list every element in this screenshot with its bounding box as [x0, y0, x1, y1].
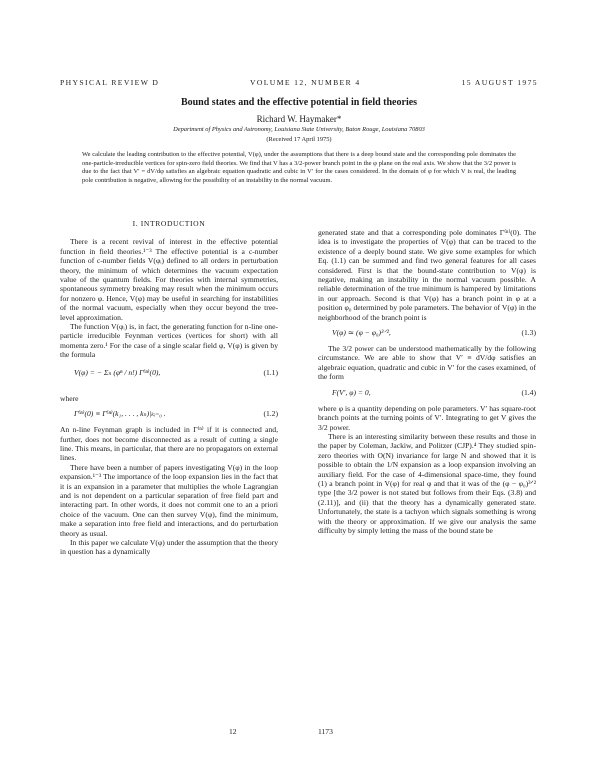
author-name: Richard W. Haymaker* [256, 114, 342, 124]
equation [60, 364, 278, 390]
paragraph: The function V(φᵢ) is, in fact, the generating function for n-line one-particle irreducible Feynman vertices (vertices for short) with all momenta zero.¹ For the case of a single scalar field φ, V(φ) is given by the formula [60, 322, 278, 360]
article-title: Bound states and the effective potential in field theories [180, 97, 418, 108]
equation-number: (1.2) [263, 409, 278, 419]
paragraph: where φ is a quantity depending on pole parameters. V′ has square-root branch points at the turning points of V′. Integrating to get V gives the 3/2 power. [318, 403, 536, 432]
equation-number: (1.3) [521, 328, 536, 338]
left-column [60, 219, 278, 557]
equation-number: (1.1) [263, 367, 278, 377]
paragraph: There have been a number of papers investigating V(φ) in the loop expansion.¹⁻³ The importance of the loop expansion lies in the fact that it is an expansion in a parameter that multiplies the whole Lagrangian and is not dependent on a particular separation of free field part and interacting part. In other words, it does not commit one to an a priori choice of the vacuum. One can then survey V(φ), find the minimum, make a separation into free field and interactions, and do perturbation theory as usual. [60, 462, 278, 538]
paragraph: In this paper we calculate V(φ) under the assumption that the theory in question has a dynamically [60, 537, 278, 557]
journal-name: PHYSICAL REVIEW D [60, 78, 160, 87]
abstract: We calculate the leading contribution to the effective potential, V(φ), under the assumptions that there is a deep bound state and the corresponding pole dominates the one-particle-irreducible vertices for spin-zero field theories. We find that V has a 3/2-power branch point in the φ plane on the real axis. We show that the 3/2 power is due to the fact that V′ = dV/dφ satisfies an algebraic equation quadratic and cubic in V′ for the cases considered. In the domain of φ for which V is real, the leading pole contribution is negative, allowing for the possibility of an instability in the normal vacuum. [82, 151, 516, 184]
page-folio-left: 12 [229, 727, 237, 736]
section-heading: I. INTRODUCTION [132, 219, 206, 228]
right-column [318, 228, 536, 535]
paragraph: generated state and that a corresponding pole dominates Γ⁽ⁿ⁾(0). The idea is to investigate the properties of V(φ) that can be traced to the existence of a deeply bound state. We give some examples for which Eq. (1.1) can be summed and find two general features for all cases considered. First is that the bound-state contribution to V(φ) is negative, making an instability in the normal vacuum possible. A reliable determination of the true minimum is hampered by limitations in our approach. Second is that V(φ) has a branch point in φ at a position φ₀ determined by pole parameters. The behavior of V(φ) in the neighborhood of the branch point is [318, 228, 536, 322]
equation [318, 326, 536, 340]
issue-date: 15 AUGUST 1975 [461, 78, 538, 87]
paragraph: where [60, 393, 79, 403]
volume-number: VOLUME 12, NUMBER 4 [250, 78, 361, 87]
paragraph: The 3/2 power can be understood mathematically by the following circumstance. We are able to show that V′ ≡ dV/dφ satisfies an algebraic equation, quadratic and cubic in V′ for the cases examined, of the form [318, 344, 536, 382]
equation [318, 386, 536, 400]
equation-body: Γ⁽ⁿ⁾(0) ≡ Γ⁽ⁿ⁾(k₁, . . . , kₙ)|ₖᵢ₌₀ . [74, 409, 166, 419]
equation-number: (1.4) [521, 387, 536, 397]
equation-body: V(φ) ≃ (φ − φ₀)³ᐟ², [332, 328, 391, 338]
equation [60, 407, 278, 421]
equation-body: V(φ) = − Σₙ (φⁿ / n!) Γ⁽ⁿ⁾(0), [74, 367, 161, 377]
author-affiliation: Department of Physics and Astronomy, Louisiana State University, Baton Rouge, Louisiana 70803 [173, 126, 425, 133]
paragraph: There is a recent revival of interest in the effective potential function in field theories.¹⁻³ The effective potential is a c-number function of c-number fields V(φᵢ) defined to all orders in perturbation theory, the minimum of which determines the vacuum expectation value of the quantum fields. For theories with internal symmetries, spontaneous symmetry breaking may result when the minimum occurs for nonzero φ. Hence, V(φ) may be useful in searching for instabilities of the normal vacuum, especially when they occur beyond the tree-level approximation. [60, 237, 278, 322]
paragraph: There is an interesting similarity between these results and those in the paper by Coleman, Jackiw, and Politzer (CJP).⁴ They studied spin-zero theories with O(N) invariance for large N and showed that it is possible to obtain the 1/N expansion as a loop expansion involving an auxiliary field. For the case of 4-dimensional space-time, they found (1) a branch point in V(φ) for real φ and that it was of the (φ − φ₀)³ᐟ² type [the 3/2 power is not stated but follows from their Eqs. (3.8) and (2.11)], and (ii) that the theory has a dynamically generated state. Unfortunately, the state is a tachyon which signals something is wrong with the theory or approximation. If we give our analysis the same difficulty by simply letting the mass of the bound state be [318, 431, 536, 535]
equation-body: F(V′, φ) = 0, [332, 387, 371, 397]
running-header [60, 78, 538, 90]
page-number: 1173 [318, 727, 333, 736]
paragraph: An n-line Feynman graph is included in Γ⁽ⁿ⁾ if it is connected and, further, does not become disconnected as a result of cutting a single line. This means, in particular, that there are no propagators on external lines. [60, 425, 278, 463]
received-date: (Received 17 April 1975) [266, 136, 332, 143]
